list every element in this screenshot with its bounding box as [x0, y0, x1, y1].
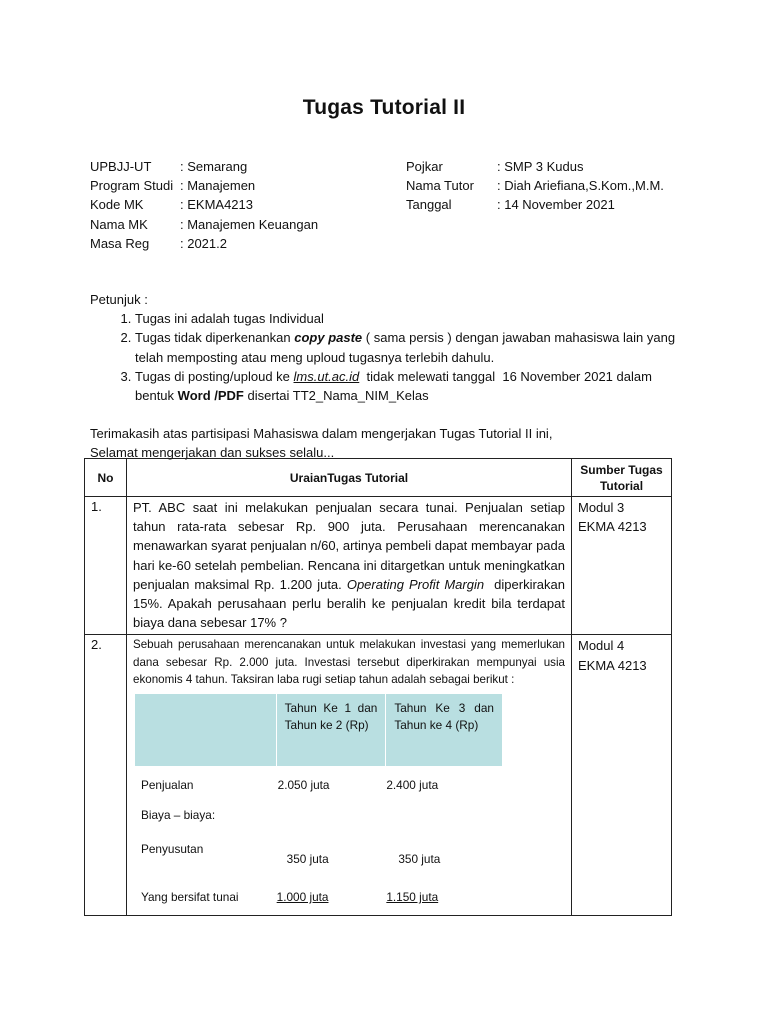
info-label: Masa Reg	[90, 235, 150, 251]
info-label: Nama MK	[90, 216, 148, 232]
info-row-kode-mk	[90, 195, 318, 214]
row-label: Yang bersifat tunai	[135, 880, 277, 912]
info-value: : Manajemen Keuangan	[180, 216, 319, 232]
profit-loss-table	[134, 693, 503, 913]
info-label: UPBJJ-UT	[90, 159, 152, 174]
question-emphasis: Operating Profit Margin	[346, 576, 485, 592]
info-row-nama-mk	[90, 215, 318, 234]
inner-header-year-3-4: Tahun Ke 3 dan Tahun ke 4 (Rp)	[386, 693, 503, 766]
inner-header-year-1-2: Tahun Ke 1 dan Tahun ke 2 (Rp)	[276, 693, 386, 766]
source-course: EKMA 4213	[578, 657, 647, 673]
task-table	[84, 458, 672, 916]
table-row	[135, 766, 503, 802]
info-label: Nama Tutor	[406, 178, 474, 194]
page-title: Tugas Tutorial II	[302, 96, 466, 119]
info-row-upbjj	[90, 157, 318, 176]
header-task: UraianTugas Tutorial	[127, 459, 572, 497]
inner-table-header	[135, 693, 503, 766]
instruction-text: ( sama persis ) dengan jawaban mahasiswa lain yang telah memposting atau meng uploud tugasnya terlebih dahulu.	[135, 330, 676, 365]
info-value: : Manajemen	[180, 178, 256, 194]
info-value: : EKMA4213	[180, 197, 253, 213]
question-text: diperkirakan 15%. Apakah perusahaan perlu beralih ke penjualan kredit bila terdapat biaya dana sebesar 17% ?	[133, 576, 569, 631]
instruction-text: Tugas tidak diperkenankan	[135, 330, 295, 346]
question-text: PT. ABC saat ini melakukan penjualan secara tunai. Penjualan setiap tahun rata-rata sebesar Rp. 900 juta. Perusahaan merencanakan menawarkan syarat penjualan n/60, artinya pembeli dapat membayar pada hari ke-60 setelah pembelian. Rencana ini ditargetkan untuk meningkatkan penjualan maksimal Rp. 1.200 juta.	[133, 500, 565, 592]
info-value: : 2021.2	[180, 235, 227, 251]
table-row	[135, 802, 503, 838]
instruction-text: Tugas ini adalah tugas Individual	[135, 311, 324, 327]
task-source	[572, 635, 672, 916]
row-value	[276, 802, 386, 838]
info-value: : SMP 3 Kudus	[497, 159, 584, 174]
info-row-nama-tutor	[406, 176, 664, 195]
closing-line-1: Terimakasih atas partisipasi Mahasiswa dalam mengerjakan Tugas Tutorial II ini,	[90, 426, 553, 441]
info-row-masa-reg	[90, 234, 318, 253]
info-row-pojkar	[406, 157, 664, 176]
info-label: Kode MK	[90, 197, 144, 213]
info-label: Tanggal	[406, 197, 452, 213]
info-row-tanggal	[406, 195, 664, 214]
task-source	[572, 497, 672, 635]
info-label: Program Studi	[90, 178, 174, 194]
instruction-item-1	[135, 309, 680, 328]
table-row	[135, 880, 503, 912]
task-table-header	[85, 459, 672, 497]
instruction-item-3	[135, 367, 680, 405]
instruction-text: disertai TT2_Nama_NIM_Kelas	[243, 388, 429, 404]
course-info-left	[90, 157, 318, 253]
instruction-text: tidak melewati tanggal 16 November 2021 dalam bentuk	[135, 368, 656, 404]
info-value: : 14 November 2021	[497, 197, 615, 213]
source-course: EKMA 4213	[578, 519, 647, 535]
instruction-text: Tugas di posting/uploud ke	[135, 368, 294, 384]
row-label: Biaya – biaya:	[135, 802, 277, 838]
source-module: Modul 4	[578, 638, 625, 654]
header-no: No	[85, 459, 127, 497]
row-value: 350 juta	[386, 838, 503, 880]
row-label: Penyusutan	[135, 838, 277, 880]
row-number: 2.	[85, 635, 127, 916]
instructions-list	[90, 309, 680, 405]
task-question-2	[127, 635, 572, 916]
table-row	[135, 838, 503, 880]
row-label: Penjualan	[135, 766, 277, 802]
header-source: Sumber Tugas Tutorial	[572, 459, 672, 497]
row-value	[386, 802, 503, 838]
table-row	[85, 497, 672, 635]
info-row-program-studi	[90, 176, 318, 195]
row-value: 2.050 juta	[276, 766, 386, 802]
source-module: Modul 3	[578, 500, 625, 515]
inner-header-blank	[135, 693, 277, 766]
closing-message	[90, 424, 552, 462]
instruction-item-2	[135, 328, 680, 366]
lms-link[interactable]: lms.ut.ac.id	[293, 368, 360, 384]
row-value: 1.000 juta	[276, 880, 386, 912]
info-value: : Diah Ariefiana,S.Kom.,M.M.	[497, 178, 664, 194]
table-row	[85, 635, 672, 916]
course-info-right	[406, 157, 664, 215]
question-text: Sebuah perusahaan merencanakan untuk melakukan investasi yang memerlukan dana sebesar Rp. 2.000 juta. Investasi tersebut diperkirakan mempunyai usia ekonomis 4 tahun. Taksiran laba rugi setiap tahun adalah sebagai berikut :	[133, 638, 565, 687]
instructions	[90, 290, 680, 405]
info-value: : Semarang	[180, 159, 248, 174]
instructions-heading: Petunjuk :	[90, 292, 148, 307]
row-value: 2.400 juta	[386, 766, 503, 802]
info-label: Pojkar	[406, 159, 443, 174]
task-question-1	[127, 497, 572, 635]
row-value: 1.150 juta	[386, 880, 503, 912]
row-number: 1.	[85, 497, 127, 635]
closing-line-2: Selamat mengerjakan dan sukses selalu...	[90, 445, 335, 461]
format-emphasis: Word /PDF	[177, 388, 244, 404]
row-value: 350 juta	[276, 838, 386, 880]
copy-paste-emphasis: copy paste	[294, 330, 363, 346]
